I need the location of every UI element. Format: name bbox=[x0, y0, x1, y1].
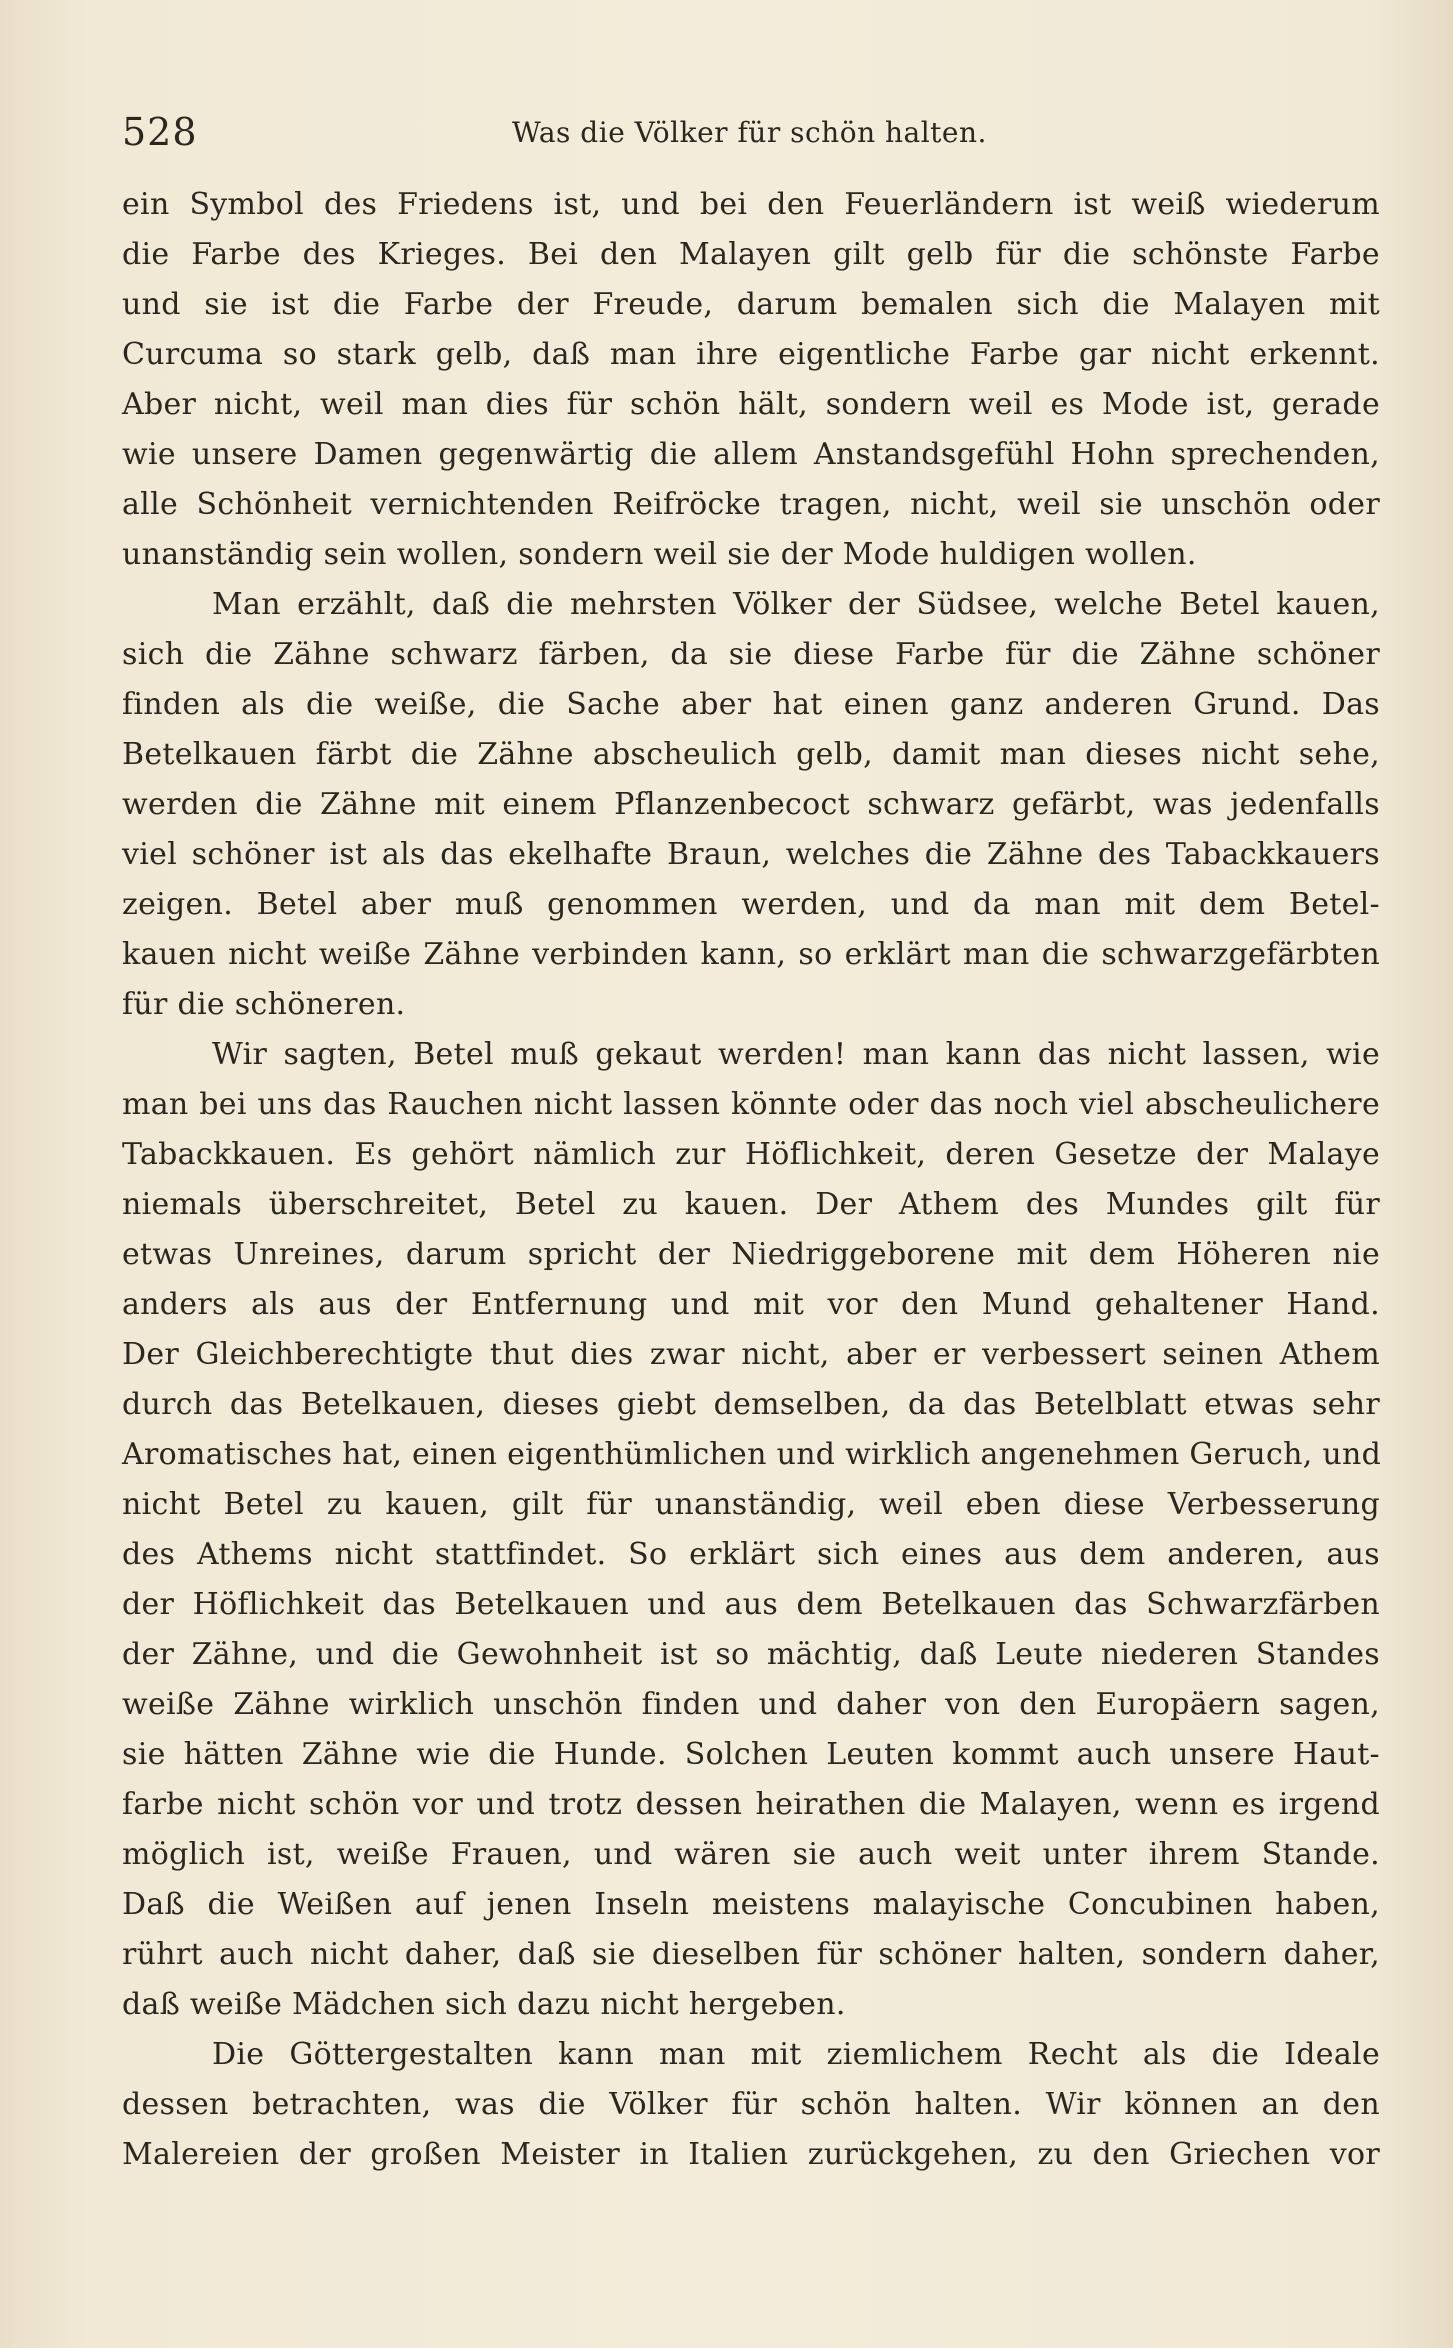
running-title: Was die Völker für schön halten. bbox=[512, 116, 987, 149]
text-line: ein Symbol des Friedens ist, und bei den Feuerländern ist weiß wiederum bbox=[122, 187, 1380, 222]
text-line: der Zähne, und die Gewohnheit ist so mächtig, daß Leute niederen Standes bbox=[122, 1637, 1380, 1672]
paragraph-1 bbox=[122, 180, 1380, 580]
text-line: Betelkauen färbt die Zähne abscheulich gelb, damit man dieses nicht sehe, bbox=[122, 737, 1380, 772]
text-line: weiße Zähne wirklich unschön finden und daher von den Europäern sagen, bbox=[122, 1687, 1380, 1722]
text-line: Aber nicht, weil man dies für schön hält, sondern weil es Mode ist, gerade bbox=[122, 387, 1380, 422]
paragraph-2 bbox=[122, 580, 1380, 1030]
text-line: Tabackkauen. Es gehört nämlich zur Höflichkeit, deren Gesetze der Malaye bbox=[122, 1137, 1380, 1172]
text-line: etwas Unreines, darum spricht der Niedriggeborene mit dem Höheren nie bbox=[122, 1237, 1380, 1272]
text-line: Daß die Weißen auf jenen Inseln meistens malayische Concubinen haben, bbox=[122, 1887, 1380, 1922]
text-line: der Höflichkeit das Betelkauen und aus dem Betelkauen das Schwarzfärben bbox=[122, 1587, 1380, 1622]
text-line: dessen betrachten, was die Völker für schön halten. Wir können an den bbox=[122, 2087, 1380, 2122]
text-line: alle Schönheit vernichtenden Reifröcke tragen, nicht, weil sie unschön oder bbox=[122, 487, 1380, 522]
text-line: Die Göttergestalten kann man mit ziemlichem Recht als die Ideale bbox=[212, 2037, 1380, 2072]
text-line: zeigen. Betel aber muß genommen werden, und da man mit dem Betel- bbox=[122, 887, 1380, 922]
text-line: rührt auch nicht daher, daß sie dieselben für schöner halten, sondern daher, bbox=[122, 1937, 1380, 1972]
text-line: werden die Zähne mit einem Pflanzenbecoct schwarz gefärbt, was jedenfalls bbox=[122, 787, 1380, 822]
paragraph-3 bbox=[122, 1030, 1380, 2030]
text-line: anders als aus der Entfernung und mit vor den Mund gehaltener Hand. bbox=[122, 1287, 1380, 1322]
text-line: möglich ist, weiße Frauen, und wären sie auch weit unter ihrem Stande. bbox=[122, 1837, 1380, 1872]
text-line: Curcuma so stark gelb, daß man ihre eigentliche Farbe gar nicht erkennt. bbox=[122, 337, 1380, 372]
text-line: man bei uns das Rauchen nicht lassen könnte oder das noch viel abscheulichere bbox=[122, 1087, 1380, 1122]
text-line: sich die Zähne schwarz färben, da sie diese Farbe für die Zähne schöner bbox=[122, 637, 1380, 672]
text-line: Der Gleichberechtigte thut dies zwar nicht, aber er verbessert seinen Athem bbox=[122, 1337, 1380, 1372]
text-line: daß weiße Mädchen sich dazu nicht hergeben. bbox=[122, 1987, 846, 2022]
text-line: Aromatisches hat, einen eigenthümlichen und wirklich angenehmen Geruch, und bbox=[122, 1437, 1382, 1472]
text-line: finden als die weiße, die Sache aber hat einen ganz anderen Grund. Das bbox=[122, 687, 1380, 722]
text-line: farbe nicht schön vor und trotz dessen heirathen die Malayen, wenn es irgend bbox=[122, 1787, 1380, 1822]
text-line: Wir sagten, Betel muß gekaut werden! man kann das nicht lassen, wie bbox=[212, 1037, 1380, 1072]
text-line: die Farbe des Krieges. Bei den Malayen gilt gelb für die schönste Farbe bbox=[122, 237, 1380, 272]
text-line: des Athems nicht stattfindet. So erklärt sich eines aus dem anderen, aus bbox=[122, 1537, 1380, 1572]
page-number: 528 bbox=[122, 110, 198, 154]
text-line: wie unsere Damen gegenwärtig die allem Anstandsgefühl Hohn sprechenden, bbox=[122, 437, 1380, 472]
page-header bbox=[122, 108, 1372, 158]
body-text bbox=[122, 180, 1380, 2180]
text-line: unanständig sein wollen, sondern weil sie der Mode huldigen wollen. bbox=[122, 537, 1197, 572]
paragraph-4 bbox=[122, 2030, 1380, 2180]
text-line: für die schöneren. bbox=[122, 987, 406, 1022]
text-line: und sie ist die Farbe der Freude, darum bemalen sich die Malayen mit bbox=[122, 287, 1380, 322]
text-line: niemals überschreitet, Betel zu kauen. Der Athem des Mundes gilt für bbox=[122, 1187, 1380, 1222]
text-line: durch das Betelkauen, dieses giebt demselben, da das Betelblatt etwas sehr bbox=[122, 1387, 1380, 1422]
text-line: nicht Betel zu kauen, gilt für unanständig, weil eben diese Verbesserung bbox=[122, 1487, 1380, 1522]
text-line: sie hätten Zähne wie die Hunde. Solchen Leuten kommt auch unsere Haut- bbox=[122, 1737, 1380, 1772]
text-line: viel schöner ist als das ekelhafte Braun, welches die Zähne des Tabackkauers bbox=[122, 837, 1380, 872]
text-line: Malereien der großen Meister in Italien zurückgehen, zu den Griechen vor bbox=[122, 2137, 1380, 2172]
text-line: Man erzählt, daß die mehrsten Völker der Südsee, welche Betel kauen, bbox=[212, 587, 1380, 622]
text-line: kauen nicht weiße Zähne verbinden kann, so erklärt man die schwarzgefärbten bbox=[122, 937, 1380, 972]
